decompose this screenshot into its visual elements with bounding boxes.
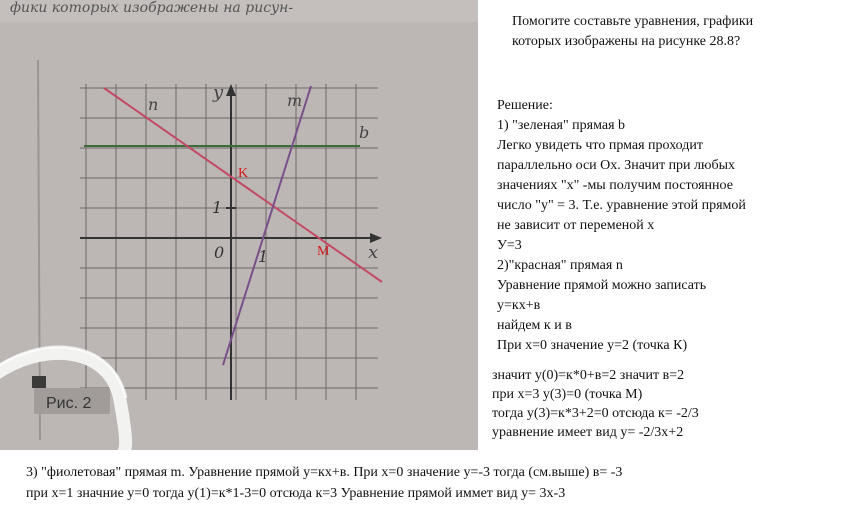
solution-text [497, 96, 847, 356]
solution-line: тогда y(3)=к*3+2=0 отсюда к= -2/3 [492, 406, 699, 421]
bottom-line: при x=1 значние y=0 тогда y(1)=к*1-3=0 отсюда к=3 Уравнение прямой иммет вид y= 3x-3 [26, 486, 566, 501]
label-b: b [359, 123, 370, 142]
solution-line: При x=0 значение y=2 (точка К) [497, 338, 688, 353]
label-one-y: 1 [212, 198, 223, 217]
figure-caption: Рис. 2 [46, 395, 92, 412]
graph-figure [0, 0, 478, 450]
solution-line: Легко увидеть что прмая проходит [497, 138, 704, 153]
textbook-photo [0, 0, 478, 450]
solution-line: значениях "x" -мы получим постоянное [497, 178, 733, 193]
solution-line: не зависит от переменой x [497, 218, 655, 233]
solution-line: число "y" = 3. Т.е. уравнение этой прямой [497, 198, 746, 213]
bottom-text [26, 462, 846, 504]
label-n: n [148, 95, 159, 114]
question-line: Помогите составьте уравнения, графики [512, 14, 754, 29]
solution-line: 1) "зеленая" прямая b [497, 118, 626, 133]
point-k-label: K [238, 166, 249, 181]
solution-line: Уравнение прямой можно записать [497, 278, 707, 293]
point-m-label: M [317, 244, 330, 259]
label-one-x: 1 [258, 247, 269, 266]
photo-top-text: фики которых изображены на рисун- [10, 0, 294, 16]
label-m: m [287, 91, 303, 110]
solution-line: У=3 [497, 238, 522, 253]
solution-line: при x=3 y(3)=0 (точка М) [492, 387, 643, 402]
question-text [512, 12, 842, 52]
solution-line: Решение: [497, 98, 553, 113]
question-line: которых изображены на рисунке 28.8? [512, 34, 741, 49]
label-y-axis: y [213, 82, 224, 103]
label-origin: 0 [214, 243, 225, 262]
solution-line: 2)"красная" прямая n [497, 258, 623, 273]
solution-line: параллельно оси Ox. Значит при любых [497, 158, 736, 173]
bottom-line: 3) "фиолетовая" прямая m. Уравнение прямой y=кx+в. При x=0 значение y=-3 тогда (см.выше) в= -3 [26, 465, 623, 480]
solution-line: y=кx+в [497, 298, 541, 313]
solution-line: уравнение имеет вид y= -2/3x+2 [492, 425, 684, 440]
solution-continued [492, 366, 852, 442]
page-background [0, 0, 478, 450]
solution-line: значит y(0)=к*0+в=2 значит в=2 [492, 368, 685, 383]
solution-line: найдем к и в [497, 318, 572, 333]
label-x-axis: x [368, 242, 379, 263]
